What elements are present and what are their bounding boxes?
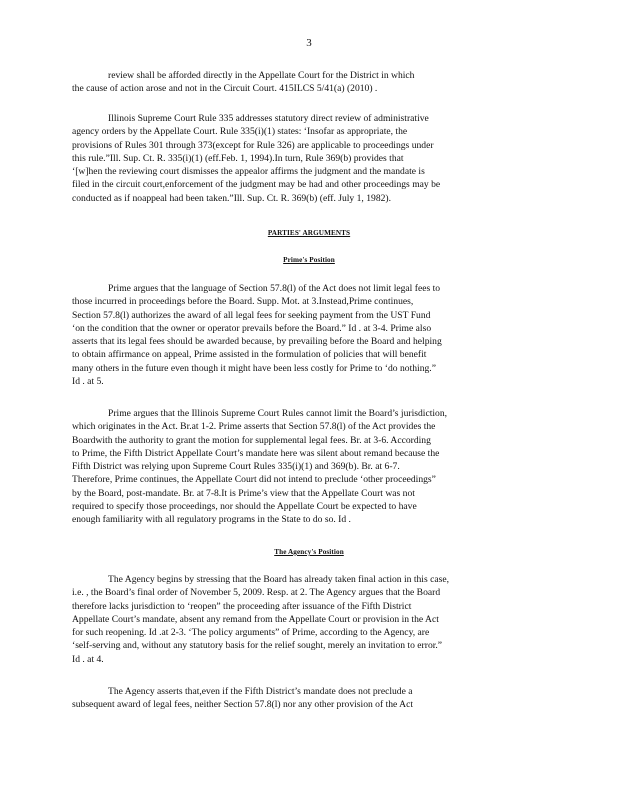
page-number: 3 [306, 37, 312, 49]
paragraph-agency-assertion [72, 685, 538, 712]
text-line: ‘[w]hen the reviewing court dismisses the appealor affirms the judgment and the mandate is [72, 166, 425, 178]
text-line: Id . at 4. [72, 653, 104, 665]
text-line: conducted as if noappeal had been taken.”Ill. Sup. Ct. R. 369(b) (eff. July 1, 1982). [72, 192, 392, 204]
text-line: The Agency begins by stressing that the Board has already taken final action in this case, [108, 574, 450, 585]
text-line: agency orders by the Appellate Court. Rule 335(i)(1) states: ‘Insofar as appropriate, the [72, 126, 408, 138]
text-line: the cause of action arose and not in the Circuit Court. 415ILCS 5/41(a) (2010) . [72, 83, 378, 95]
text-line: Appellate Court’s mandate, absent any remand from the Appellate Court or provision in the Act [72, 613, 439, 625]
text-line: those incurred in proceedings before the Board. Supp. Mot. at 3.Instead,Prime continues, [72, 296, 414, 308]
text-line: Therefore, Prime continues, the Appellate Court did not intend to preclude ‘other proceedings” [72, 474, 436, 486]
text-line: for such reopening. Id .at 2-3. ‘The policy arguments” of Prime, according to the Agency, are [72, 627, 430, 639]
text-line: this rule.”Ill. Sup. Ct. R. 335(i)(1) (eff.Feb. 1, 1994).In turn, Rule 369(b) provides that [72, 152, 404, 164]
text-line: Prime argues that the language of Section 57.8(l) of the Act does not limit legal fees to [108, 283, 441, 294]
text-line: by the Board, post-mandate. Br. at 7-8.It is Prime’s view that the Appellate Court was not [72, 487, 415, 499]
paragraph-agency-argument [72, 573, 538, 666]
paragraph-appellate-review [72, 69, 538, 96]
text-line: asserts that its legal fees should be awarded because, by prevailing before the Board and helping [72, 336, 442, 348]
text-line: Illinois Supreme Court Rule 335 addresses statutory direct review of administrative [108, 113, 429, 124]
paragraph-prime-argument-1 [72, 282, 538, 388]
text-line: ‘self-serving and, without any statutory basis for the relief sought, merely an invitation to error.” [72, 640, 443, 652]
text-line: The Agency asserts that,even if the Fifth District’s mandate does not preclude a [108, 686, 413, 697]
text-line: review shall be afforded directly in the Appellate Court for the District in which [108, 70, 415, 81]
subheading-agency-position: The Agency's Position [274, 548, 344, 556]
text-line: Prime argues that the Illinois Supreme Court Rules cannot limit the Board’s jurisdiction, [108, 408, 448, 419]
text-line: Id . at 5. [72, 376, 104, 388]
text-line: ‘on the condition that the owner or operator prevails before the Board.” Id . at 3-4. Prime also [72, 322, 432, 334]
text-line: to Prime, the Fifth District Appellate Court’s mandate here was silent about remand because the [72, 447, 440, 459]
text-line: provisions of Rules 301 through 373(except for Rule 326) are applicable to proceedings under [72, 139, 434, 151]
text-line: Fifth District was relying upon Supreme Court Rules 335(i)(1) and 369(b). Br. at 6-7. [72, 461, 400, 473]
text-line: many others in the future even though it might have been less costly for Prime to ‘do nothing.” [72, 362, 436, 374]
text-line: enough familiarity with all regulatory programs in the State to do so. Id . [72, 514, 351, 526]
text-line: Boardwith the authority to grant the motion for supplemental legal fees. Br. at 3-6. According [72, 434, 431, 446]
paragraph-rule-335 [72, 112, 538, 205]
text-line: Section 57.8(l) authorizes the award of all legal fees for seeking payment from the UST Fund [72, 309, 431, 321]
text-line: i.e. , the Board’s final order of November 5, 2009. Resp. at 2. The Agency argues that the Board [72, 587, 441, 599]
paragraph-prime-argument-2 [72, 407, 538, 527]
text-line: therefore lacks jurisdiction to ‘reopen” the proceeding after issuance of the Fifth District [72, 600, 412, 612]
text-line: required to specify those proceedings, nor should the Appellate Court be expected to have [72, 501, 417, 513]
text-line: which originates in the Act. Br.at 1-2. Prime asserts that Section 57.8(l) of the Act provides the [72, 421, 436, 433]
text-line: to obtain affirmance on appeal, Prime assisted in the formulation of policies that will benefit [72, 349, 427, 361]
subheading-prime-position: Prime's Position [283, 256, 335, 264]
text-line: filed in the circuit court,enforcement of the judgment may be had and other proceedings may be [72, 179, 441, 191]
text-line: subsequent award of legal fees, neither Section 57.8(l) nor any other provision of the Act [72, 699, 414, 711]
section-heading-parties-arguments: PARTIES' ARGUMENTS [267, 229, 351, 237]
